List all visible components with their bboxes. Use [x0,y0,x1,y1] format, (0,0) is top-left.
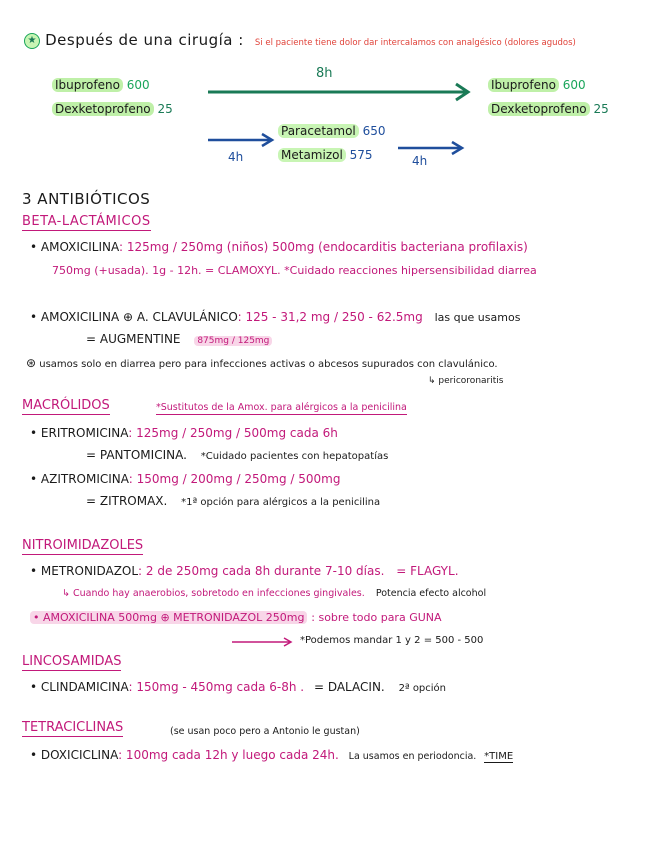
amoxclav-doses: : 125 - 31,2 mg / 250 - 62.5mg [237,310,423,324]
right-drug2: Dexketoprofeno [488,102,590,116]
right-drug1: Ibuprofeno [488,78,559,92]
left-drugs [52,78,150,92]
amoxclav-name: • AMOXICILINA ⊕ A. CLAVULÁNICO [30,310,238,324]
intro-title-row [24,30,576,49]
beta-note: usamos solo en diarrea pero para infecciones activas o abcesos supurados con clavulánico. [39,359,498,370]
beta-title: BETA-LACTÁMICOS [22,214,151,229]
eri-doses: : 125mg / 250mg / 500mg cada 6h [128,426,338,440]
metro-row [30,564,459,578]
eri-name: • ERITROMICINA [30,426,129,440]
asterisk-circle-icon: ⊛ [26,356,37,370]
left-drug2: Dexketoprofeno [52,102,154,116]
clinda-brand: = DALACIN. [313,680,385,694]
clinda-opt: 2ª opción [398,683,447,694]
intro-note: Si el paciente tiene dolor dar intercalamos con analgésico (dolores agudos) [254,38,576,48]
amoxclav-tail: las que usamos [434,311,521,324]
mid-drug2: Metamizol [278,148,346,162]
metro-sub: ↳ Cuando hay anaerobios, sobretodo en infecciones gingivales. [62,588,365,599]
section-title: 3 ANTIBIÓTICOS [22,190,151,208]
macrolidos-title: MACRÓLIDOS [22,398,110,413]
star-circle-icon: ★ [24,33,40,49]
eri-brand-row [86,448,388,462]
eri-brand: = PANTOMICINA. [86,448,187,462]
amoxclav-brand-row [86,332,272,346]
tetra-title: TETRACICLINAS [22,720,124,735]
mid-dose1: 650 [362,124,386,138]
arrow-right-label: 4h [412,154,428,168]
eri-note: *Cuidado pacientes con hepatopatías [200,451,389,462]
doxi-name: • DOXICICLINA [30,748,119,762]
metro-doses: : 2 de 250mg cada 8h durante 7-10 días. [138,564,385,578]
linco-title: LINCOSAMIDAS [22,654,122,669]
amoxclav-sub: 875mg / 125mg [194,336,272,346]
doxi-tail: La usamos en periodoncia. [348,751,477,762]
beta-note-sub: ↳ pericoronaritis [428,376,504,386]
doxi-star: *TIME [484,751,514,762]
metro-sub2: Potencia efecto alcohol [375,588,487,599]
azi-doses: : 150mg / 200mg / 250mg / 500mg [128,472,341,486]
nitro-title: NITROIMIDAZOLES [22,538,144,553]
tetra-note: (se usan poco pero a Antonio le gustan) [170,726,360,737]
right-dose2: 25 [593,102,609,116]
left-drug1: Ibuprofeno [52,78,123,92]
azi-brand: = ZITROMAX. [86,494,168,508]
azi-brand-row [86,494,380,508]
intro-title: Después de una cirugía : [45,31,244,49]
right-drugs [488,78,586,92]
clinda-name: • CLINDAMICINA [30,680,129,694]
left-dose1: 600 [126,78,150,92]
amox-line2: 750mg (+usada). 1g - 12h. = CLAMOXYL. *Cuidado reacciones hipersensibilidad diarrea [52,264,537,277]
left-dose2: 25 [157,102,173,116]
azi-name: • AZITROMICINA [30,472,129,486]
amoxclav-row [30,310,520,324]
azi-row [30,472,340,486]
combo-tail: : sobre todo para GUNA [311,611,442,624]
left-drugs-2 [52,102,173,116]
metro-name: • METRONIDAZOL [30,564,139,578]
metro-brand: = FLAGYL. [396,564,459,578]
combo-name: • AMOXICILINA 500mg ⊕ METRONIDAZOL 250mg [30,611,307,624]
doxi-doses: : 100mg cada 12h y luego cada 24h. [118,748,339,762]
amox-name: • AMOXICILINA [30,240,120,254]
right-dose1: 600 [562,78,586,92]
azi-note: *1ª opción para alérgicos a la penicilina [181,497,381,508]
mid-drug1: Paracetamol [278,124,359,138]
amoxclav-brand: = AUGMENTINE [86,332,181,346]
combo-row [30,610,442,624]
macrolidos-note: *Sustitutos de la Amox. para alérgicos a la penicilina [156,402,407,413]
metro-sub-row [62,588,486,599]
right-drugs-2 [488,102,609,116]
amox-row [30,240,528,254]
clinda-doses: : 150mg - 450mg cada 6-8h . [128,680,305,694]
amox-line1: : 125mg / 250mg (niños) 500mg (endocarditis bacteriana profilaxis) [119,240,528,254]
mid-dose2: 575 [349,148,373,162]
arrow-left-label: 4h [228,150,244,164]
doxi-row [30,748,513,762]
mid-drugs-2 [278,148,373,162]
mid-drugs [278,124,385,138]
eri-row [30,426,338,440]
clinda-row [30,680,446,694]
arrow-top-label: 8h [316,66,333,81]
beta-note-row [26,356,498,370]
combo-note: *Podemos mandar 1 y 2 = 500 - 500 [300,635,484,646]
